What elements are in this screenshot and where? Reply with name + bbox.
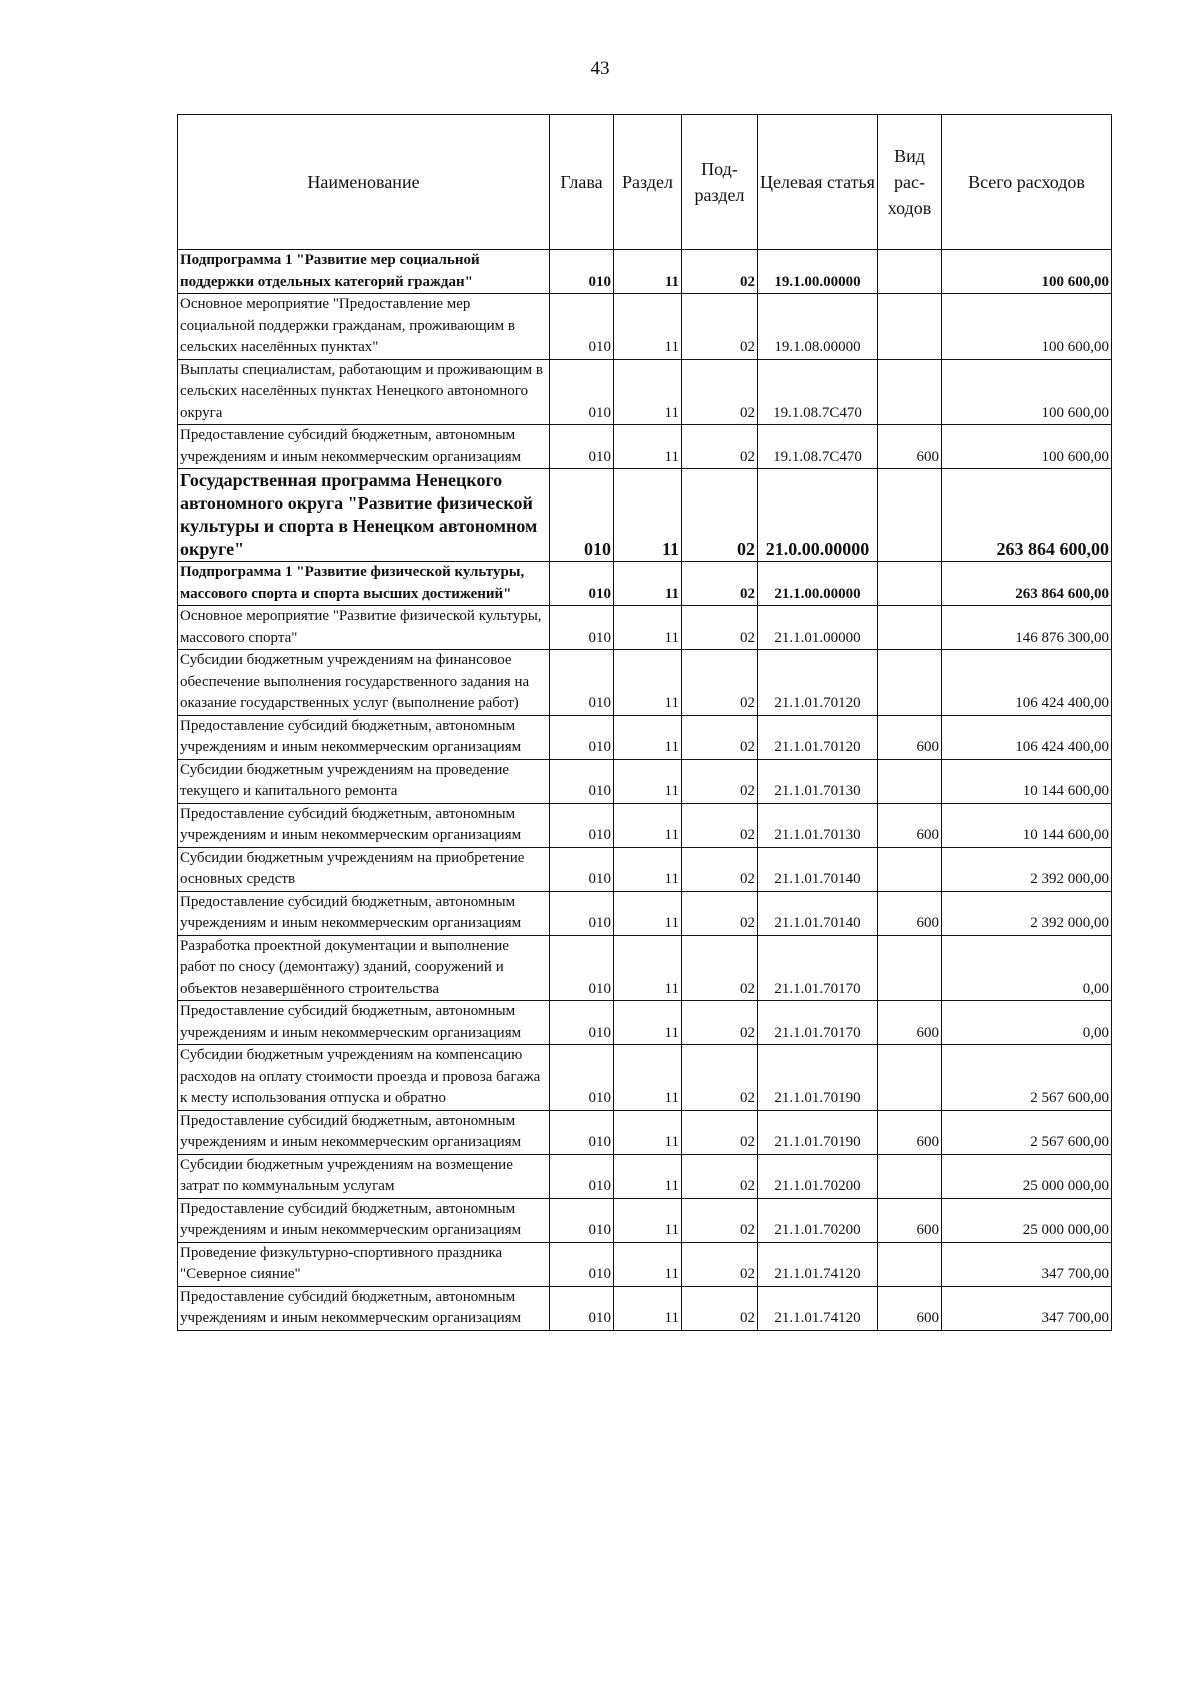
row-total: 347 700,00 <box>942 1242 1112 1286</box>
row-statya: 21.1.01.70130 <box>758 759 878 803</box>
row-podrazdel: 02 <box>682 1198 758 1242</box>
row-podrazdel: 02 <box>682 935 758 1001</box>
row-name: Субсидии бюджетным учреждениям на возмещение затрат по коммунальным услугам <box>178 1154 550 1198</box>
row-vid <box>878 759 942 803</box>
row-glava: 010 <box>550 847 614 891</box>
row-razdel: 11 <box>614 759 682 803</box>
row-total: 100 600,00 <box>942 359 1112 425</box>
row-total: 347 700,00 <box>942 1286 1112 1330</box>
row-total: 10 144 600,00 <box>942 803 1112 847</box>
row-statya: 21.1.01.74120 <box>758 1286 878 1330</box>
row-vid: 600 <box>878 715 942 759</box>
row-vid: 600 <box>878 1286 942 1330</box>
row-statya: 19.1.08.7С470 <box>758 359 878 425</box>
table-row <box>178 759 1112 803</box>
table-row <box>178 1110 1112 1154</box>
row-glava: 010 <box>550 650 614 716</box>
row-statya: 21.1.00.00000 <box>758 562 878 606</box>
row-podrazdel: 02 <box>682 803 758 847</box>
row-name: Предоставление субсидий бюджетным, автономным учреждениям и иным некоммерческим организациям <box>178 803 550 847</box>
row-podrazdel: 02 <box>682 1110 758 1154</box>
row-podrazdel: 02 <box>682 250 758 294</box>
table-row <box>178 250 1112 294</box>
row-razdel: 11 <box>614 650 682 716</box>
row-podrazdel: 02 <box>682 1001 758 1045</box>
row-total: 25 000 000,00 <box>942 1154 1112 1198</box>
row-statya: 21.1.01.70200 <box>758 1198 878 1242</box>
row-statya: 21.1.01.70200 <box>758 1154 878 1198</box>
row-podrazdel: 02 <box>682 294 758 360</box>
row-podrazdel: 02 <box>682 1242 758 1286</box>
row-razdel: 11 <box>614 469 682 562</box>
row-statya: 21.1.01.74120 <box>758 1242 878 1286</box>
table-row <box>178 650 1112 716</box>
header-vid: Вид рас-ходов <box>878 115 942 250</box>
row-statya: 21.1.01.70170 <box>758 1001 878 1045</box>
row-razdel: 11 <box>614 935 682 1001</box>
table-row <box>178 715 1112 759</box>
row-statya: 21.1.01.70140 <box>758 847 878 891</box>
row-vid <box>878 250 942 294</box>
table-row <box>178 469 1112 562</box>
table-row <box>178 1198 1112 1242</box>
table-row <box>178 1286 1112 1330</box>
row-total: 263 864 600,00 <box>942 469 1112 562</box>
row-podrazdel: 02 <box>682 562 758 606</box>
row-total: 10 144 600,00 <box>942 759 1112 803</box>
row-vid <box>878 294 942 360</box>
table-row <box>178 891 1112 935</box>
row-razdel: 11 <box>614 891 682 935</box>
row-podrazdel: 02 <box>682 847 758 891</box>
row-podrazdel: 02 <box>682 715 758 759</box>
row-statya: 21.1.01.70140 <box>758 891 878 935</box>
table-row <box>178 1154 1112 1198</box>
row-razdel: 11 <box>614 294 682 360</box>
row-glava: 010 <box>550 606 614 650</box>
row-podrazdel: 02 <box>682 759 758 803</box>
row-vid <box>878 1154 942 1198</box>
table-row <box>178 1045 1112 1111</box>
row-name: Государственная программа Ненецкого автономного округа "Развитие физической культуры и спорта в Ненецком автономном округе" <box>178 469 550 562</box>
row-vid <box>878 469 942 562</box>
row-vid: 600 <box>878 1001 942 1045</box>
row-name: Предоставление субсидий бюджетным, автономным учреждениям и иным некоммерческим организациям <box>178 425 550 469</box>
row-razdel: 11 <box>614 1045 682 1111</box>
row-vid: 600 <box>878 1110 942 1154</box>
header-razdel: Раздел <box>614 115 682 250</box>
row-razdel: 11 <box>614 1286 682 1330</box>
row-razdel: 11 <box>614 1198 682 1242</box>
row-name: Предоставление субсидий бюджетным, автономным учреждениям и иным некоммерческим организациям <box>178 1286 550 1330</box>
row-podrazdel: 02 <box>682 359 758 425</box>
header-glava: Глава <box>550 115 614 250</box>
row-name: Предоставление субсидий бюджетным, автономным учреждениям и иным некоммерческим организациям <box>178 1110 550 1154</box>
row-podrazdel: 02 <box>682 1154 758 1198</box>
row-vid: 600 <box>878 803 942 847</box>
row-razdel: 11 <box>614 562 682 606</box>
row-podrazdel: 02 <box>682 469 758 562</box>
row-name: Подпрограмма 1 "Развитие мер социальной поддержки отдельных категорий граждан" <box>178 250 550 294</box>
row-total: 25 000 000,00 <box>942 1198 1112 1242</box>
row-glava: 010 <box>550 803 614 847</box>
row-glava: 010 <box>550 294 614 360</box>
row-statya: 21.1.01.70130 <box>758 803 878 847</box>
row-statya: 21.1.01.00000 <box>758 606 878 650</box>
row-name: Субсидии бюджетным учреждениям на финансовое обеспечение выполнения государственного задания на оказание государственных услуг (выполнение работ) <box>178 650 550 716</box>
row-statya: 21.0.00.00000 <box>758 469 878 562</box>
row-podrazdel: 02 <box>682 891 758 935</box>
row-name: Подпрограмма 1 "Развитие физической культуры, массового спорта и спорта высших достижений" <box>178 562 550 606</box>
table-row <box>178 803 1112 847</box>
row-glava: 010 <box>550 715 614 759</box>
row-total: 146 876 300,00 <box>942 606 1112 650</box>
row-total: 2 392 000,00 <box>942 891 1112 935</box>
row-glava: 010 <box>550 935 614 1001</box>
row-total: 100 600,00 <box>942 294 1112 360</box>
row-vid <box>878 1045 942 1111</box>
row-razdel: 11 <box>614 1001 682 1045</box>
row-razdel: 11 <box>614 1242 682 1286</box>
row-vid <box>878 606 942 650</box>
row-vid: 600 <box>878 891 942 935</box>
table-row <box>178 294 1112 360</box>
table-header-row <box>178 115 1112 250</box>
row-glava: 010 <box>550 1242 614 1286</box>
row-name: Предоставление субсидий бюджетным, автономным учреждениям и иным некоммерческим организациям <box>178 1198 550 1242</box>
row-vid <box>878 650 942 716</box>
table-row <box>178 359 1112 425</box>
row-name: Предоставление субсидий бюджетным, автономным учреждениям и иным некоммерческим организациям <box>178 1001 550 1045</box>
table-row <box>178 935 1112 1001</box>
row-vid <box>878 935 942 1001</box>
row-razdel: 11 <box>614 250 682 294</box>
row-vid: 600 <box>878 425 942 469</box>
row-total: 2 392 000,00 <box>942 847 1112 891</box>
header-name: Наименование <box>178 115 550 250</box>
budget-table <box>177 114 1112 1331</box>
row-glava: 010 <box>550 891 614 935</box>
row-glava: 010 <box>550 1110 614 1154</box>
row-statya: 21.1.01.70170 <box>758 935 878 1001</box>
row-vid: 600 <box>878 1198 942 1242</box>
row-total: 263 864 600,00 <box>942 562 1112 606</box>
row-glava: 010 <box>550 562 614 606</box>
page-number: 43 <box>590 58 610 79</box>
row-razdel: 11 <box>614 425 682 469</box>
table-row <box>178 847 1112 891</box>
row-glava: 010 <box>550 1154 614 1198</box>
row-glava: 010 <box>550 250 614 294</box>
row-glava: 010 <box>550 359 614 425</box>
row-glava: 010 <box>550 1198 614 1242</box>
row-glava: 010 <box>550 425 614 469</box>
row-vid <box>878 1242 942 1286</box>
row-vid <box>878 562 942 606</box>
row-podrazdel: 02 <box>682 606 758 650</box>
row-razdel: 11 <box>614 715 682 759</box>
table-row <box>178 1001 1112 1045</box>
row-total: 0,00 <box>942 935 1112 1001</box>
row-name: Выплаты специалистам, работающим и проживающим в сельских населённых пунктах Ненецкого автономного округа <box>178 359 550 425</box>
row-name: Разработка проектной документации и выполнение работ по сносу (демонтажу) зданий, сооружений и объектов незавершённого строительства <box>178 935 550 1001</box>
row-statya: 21.1.01.70120 <box>758 715 878 759</box>
row-total: 106 424 400,00 <box>942 715 1112 759</box>
row-razdel: 11 <box>614 606 682 650</box>
row-glava: 010 <box>550 1286 614 1330</box>
row-statya: 21.1.01.70190 <box>758 1110 878 1154</box>
header-podrazdel: Под-раздел <box>682 115 758 250</box>
row-podrazdel: 02 <box>682 425 758 469</box>
row-statya: 21.1.01.70190 <box>758 1045 878 1111</box>
row-razdel: 11 <box>614 847 682 891</box>
row-statya: 21.1.01.70120 <box>758 650 878 716</box>
row-podrazdel: 02 <box>682 1045 758 1111</box>
row-glava: 010 <box>550 759 614 803</box>
row-name: Предоставление субсидий бюджетным, автономным учреждениям и иным некоммерческим организациям <box>178 891 550 935</box>
table-row <box>178 1242 1112 1286</box>
table-row <box>178 562 1112 606</box>
row-podrazdel: 02 <box>682 1286 758 1330</box>
row-total: 100 600,00 <box>942 425 1112 469</box>
row-glava: 010 <box>550 1045 614 1111</box>
row-statya: 19.1.00.00000 <box>758 250 878 294</box>
row-razdel: 11 <box>614 359 682 425</box>
header-total: Всего расходов <box>942 115 1112 250</box>
header-statya: Целевая статья <box>758 115 878 250</box>
row-name: Основное мероприятие "Развитие физической культуры, массового спорта" <box>178 606 550 650</box>
row-name: Субсидии бюджетным учреждениям на приобретение основных средств <box>178 847 550 891</box>
row-vid <box>878 359 942 425</box>
table-row <box>178 606 1112 650</box>
row-total: 2 567 600,00 <box>942 1110 1112 1154</box>
row-razdel: 11 <box>614 1154 682 1198</box>
row-statya: 19.1.08.00000 <box>758 294 878 360</box>
row-statya: 19.1.08.7С470 <box>758 425 878 469</box>
row-podrazdel: 02 <box>682 650 758 716</box>
row-name: Субсидии бюджетным учреждениям на проведение текущего и капитального ремонта <box>178 759 550 803</box>
row-glava: 010 <box>550 469 614 562</box>
table-row <box>178 425 1112 469</box>
row-name: Основное мероприятие "Предоставление мер социальной поддержки гражданам, проживающим в сельских населённых пунктах" <box>178 294 550 360</box>
row-total: 0,00 <box>942 1001 1112 1045</box>
row-name: Проведение физкультурно-спортивного праздника "Северное сияние" <box>178 1242 550 1286</box>
row-total: 2 567 600,00 <box>942 1045 1112 1111</box>
row-name: Предоставление субсидий бюджетным, автономным учреждениям и иным некоммерческим организациям <box>178 715 550 759</box>
row-glava: 010 <box>550 1001 614 1045</box>
row-vid <box>878 847 942 891</box>
row-total: 100 600,00 <box>942 250 1112 294</box>
row-razdel: 11 <box>614 1110 682 1154</box>
row-name: Субсидии бюджетным учреждениям на компенсацию расходов на оплату стоимости проезда и провоза багажа к месту использования отпуска и обратно <box>178 1045 550 1111</box>
row-total: 106 424 400,00 <box>942 650 1112 716</box>
row-razdel: 11 <box>614 803 682 847</box>
